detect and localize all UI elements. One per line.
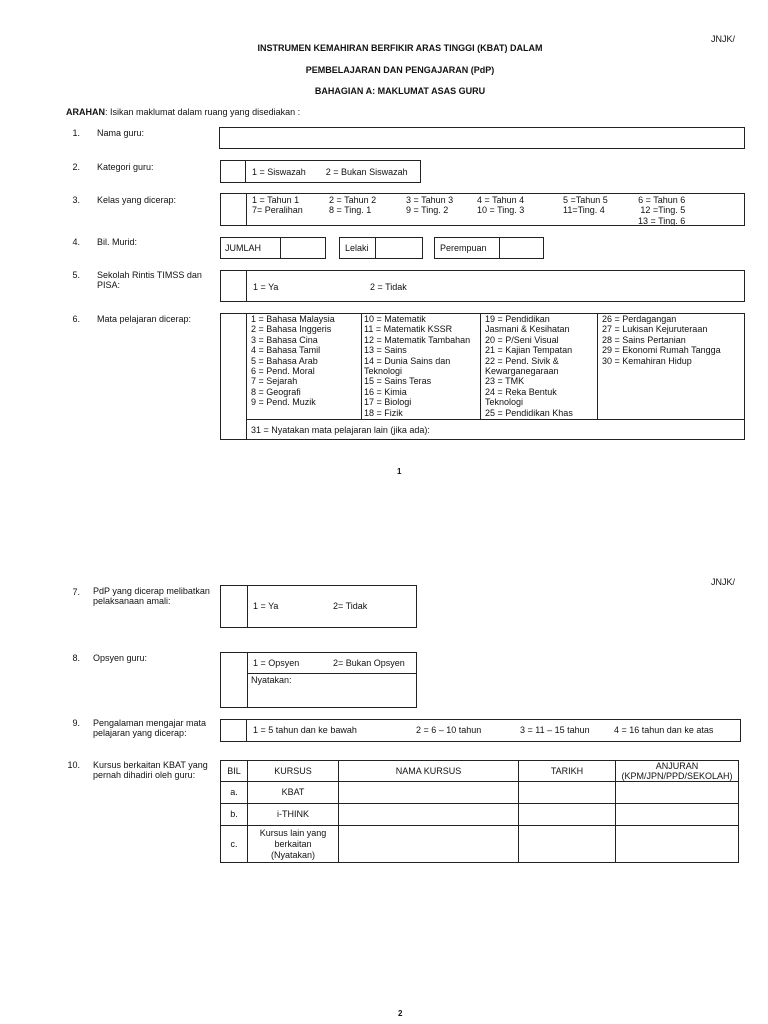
- divider: [246, 419, 745, 420]
- jumlah-label: JUMLAH: [225, 243, 262, 253]
- nama-kursus-cell[interactable]: [339, 804, 519, 826]
- perempuan-field[interactable]: [499, 237, 544, 259]
- q4-number: 4.: [72, 237, 80, 247]
- subject-list-col-1: 1 = Bahasa Malaysia 2 = Bahasa Inggeris 3 = Bahasa Cina 4 = Bahasa Tamil 5 = Bahasa Arab 6 = Pend. Moral 7 = Sejarah 8 = Geografi 9 = Pend. Muzik: [251, 314, 335, 408]
- nyatakan-label: Nyatakan:: [251, 675, 292, 685]
- q3-number: 3.: [72, 195, 80, 205]
- anjuran-cell[interactable]: [616, 804, 739, 826]
- q7-number: 7.: [72, 587, 80, 597]
- instruction-label: ARAHAN: [66, 107, 105, 117]
- amali-option-tidak: 2= Tidak: [333, 601, 368, 611]
- header-tarikh: TARIKH: [519, 761, 616, 782]
- q1-number: 1.: [72, 128, 80, 138]
- pengalaman-option-2: 2 = 6 – 10 tahun: [416, 725, 482, 735]
- q4-label: Bil. Murid:: [97, 237, 138, 247]
- divider: [597, 313, 598, 419]
- pengalaman-answer-field[interactable]: [220, 719, 247, 742]
- kategori-guru-options: 1 = Siswazah 2 = Bukan Siswazah: [252, 167, 408, 177]
- kelas-option-col-2: 2 = Tahun 2 8 = Ting. 1: [329, 195, 377, 216]
- anjuran-cell[interactable]: [616, 826, 739, 863]
- q8-number: 8.: [72, 653, 80, 663]
- nyatakan-field[interactable]: [248, 686, 416, 707]
- q10-number: 10.: [67, 760, 80, 770]
- row-kursus: i-THINK: [248, 804, 339, 826]
- pengalaman-option-1: 1 = 5 tahun dan ke bawah: [253, 725, 357, 735]
- reference-code: JNJK/: [711, 34, 736, 44]
- q7-label: PdP yang dicerap melibatkan pelaksanaan amali:: [93, 586, 210, 607]
- lelaki-field[interactable]: [375, 237, 423, 259]
- tarikh-cell[interactable]: [519, 826, 616, 863]
- q2-number: 2.: [72, 162, 80, 172]
- divider: [361, 313, 362, 419]
- tarikh-cell[interactable]: [519, 804, 616, 826]
- q2-label: Kategori guru:: [97, 162, 154, 172]
- nama-kursus-cell[interactable]: [339, 782, 519, 804]
- header-bil: BIL: [221, 761, 248, 782]
- other-subject-field[interactable]: [470, 421, 744, 439]
- q10-label: Kursus berkaitan KBAT yang pernah dihadiri oleh guru:: [93, 760, 208, 781]
- kelas-option-col-5: 5 =Tahun 5 11=Ting. 4: [563, 195, 608, 216]
- table-row: [221, 782, 739, 804]
- instruction-text: : Isikan maklumat dalam ruang yang disediakan :: [105, 107, 301, 117]
- kelas-option-col-4: 4 = Tahun 4 10 = Ting. 3: [477, 195, 525, 216]
- subject-list-col-3: 19 = Pendidikan Jasmani & Kesihatan 20 = P/Seni Visual 21 = Kajian Tempatan 22 = Pend. Sivik & Kewarganegaraan 23 = TMK 24 = Reka Bentuk Teknologi 25 = Pendidikan Khas: [485, 314, 573, 418]
- row-kursus: Kursus lain yang berkaitan (Nyatakan): [248, 826, 339, 863]
- divider: [247, 673, 417, 674]
- amali-answer-field[interactable]: [220, 585, 248, 628]
- kelas-option-col-3: 3 = Tahun 3 9 = Ting. 2: [406, 195, 454, 216]
- table-row: [221, 804, 739, 826]
- kategori-guru-answer-field[interactable]: [220, 160, 246, 183]
- row-kursus: KBAT: [248, 782, 339, 804]
- kelas-option-col-6: 6 = Tahun 6 12 =Ting. 5 13 = Ting. 6: [638, 195, 686, 226]
- reference-code: JNJK/: [711, 577, 736, 587]
- kelas-option-col-1: 1 = Tahun 1 7= Peralihan: [252, 195, 303, 216]
- title-line-2: PEMBELAJARAN DAN PENGAJARAN (PdP): [305, 65, 495, 75]
- q5-number: 5.: [72, 270, 80, 280]
- divider: [480, 313, 481, 419]
- q6-number: 6.: [72, 314, 80, 324]
- q3-label: Kelas yang dicerap:: [97, 195, 177, 205]
- tarikh-cell[interactable]: [519, 782, 616, 804]
- lelaki-label: Lelaki: [345, 243, 369, 253]
- other-subject-label: 31 = Nyatakan mata pelajaran lain (jika ada):: [251, 425, 430, 435]
- amali-option-ya: 1 = Ya: [253, 601, 279, 611]
- opsyen-answer-field[interactable]: [221, 653, 247, 707]
- title-line-3: BAHAGIAN A: MAKLUMAT ASAS GURU: [314, 86, 486, 96]
- nama-guru-field[interactable]: [219, 127, 745, 149]
- pengalaman-option-4: 4 = 16 tahun dan ke atas: [614, 725, 714, 735]
- mata-pelajaran-answer-field[interactable]: [221, 314, 246, 439]
- nama-kursus-cell[interactable]: [339, 826, 519, 863]
- row-bil: a.: [221, 782, 248, 804]
- q9-number: 9.: [72, 718, 80, 728]
- opsyen-option-1: 1 = Opsyen: [253, 658, 300, 668]
- pengalaman-option-3: 3 = 11 – 15 tahun: [520, 725, 590, 735]
- mata-pelajaran-answer-divider: [246, 313, 247, 440]
- perempuan-label: Perempuan: [440, 243, 487, 253]
- row-bil: c.: [221, 826, 248, 863]
- kursus-table: [220, 760, 739, 863]
- page-number: 1: [397, 467, 402, 476]
- timss-pisa-answer-field[interactable]: [220, 270, 247, 302]
- q5-label: Sekolah Rintis TIMSS dan PISA:: [97, 270, 202, 291]
- q9-label: Pengalaman mengajar mata pelajaran yang dicerap:: [93, 718, 207, 739]
- table-header-row: [221, 761, 739, 782]
- header-nama-kursus: NAMA KURSUS: [339, 761, 519, 782]
- timss-option-tidak: 2 = Tidak: [370, 282, 407, 292]
- q8-label: Opsyen guru:: [93, 653, 148, 663]
- anjuran-cell[interactable]: [616, 782, 739, 804]
- jumlah-field[interactable]: [280, 237, 326, 259]
- instruction: [66, 107, 300, 117]
- q1-label: Nama guru:: [97, 128, 145, 138]
- opsyen-option-2: 2= Bukan Opsyen: [333, 658, 405, 668]
- page-number: 2: [398, 1009, 403, 1018]
- q6-label: Mata pelajaran dicerap:: [97, 314, 192, 324]
- header-anjuran: ANJURAN (KPM/JPN/PPD/SEKOLAH): [616, 761, 739, 782]
- subject-list-col-2: 10 = Matematik 11 = Matematik KSSR 12 = Matematik Tambahan 13 = Sains 14 = Dunia Sains dan Teknologi 15 = Sains Teras 16 = Kimia 17 = Biologi 18 = Fizik: [364, 314, 471, 418]
- header-kursus: KURSUS: [248, 761, 339, 782]
- kelas-dicerap-answer-field[interactable]: [220, 193, 247, 226]
- table-row: [221, 826, 739, 863]
- row-bil: b.: [221, 804, 248, 826]
- subject-list-col-4: 26 = Perdagangan 27 = Lukisan Kejuruteraan 28 = Sains Pertanian 29 = Ekonomi Rumah Tangga 30 = Kemahiran Hidup: [602, 314, 721, 366]
- timss-option-ya: 1 = Ya: [253, 282, 279, 292]
- amali-box: [220, 585, 417, 628]
- title-line-1: INSTRUMEN KEMAHIRAN BERFIKIR ARAS TINGGI (KBAT) DALAM: [257, 43, 543, 53]
- timss-pisa-box: [220, 270, 745, 302]
